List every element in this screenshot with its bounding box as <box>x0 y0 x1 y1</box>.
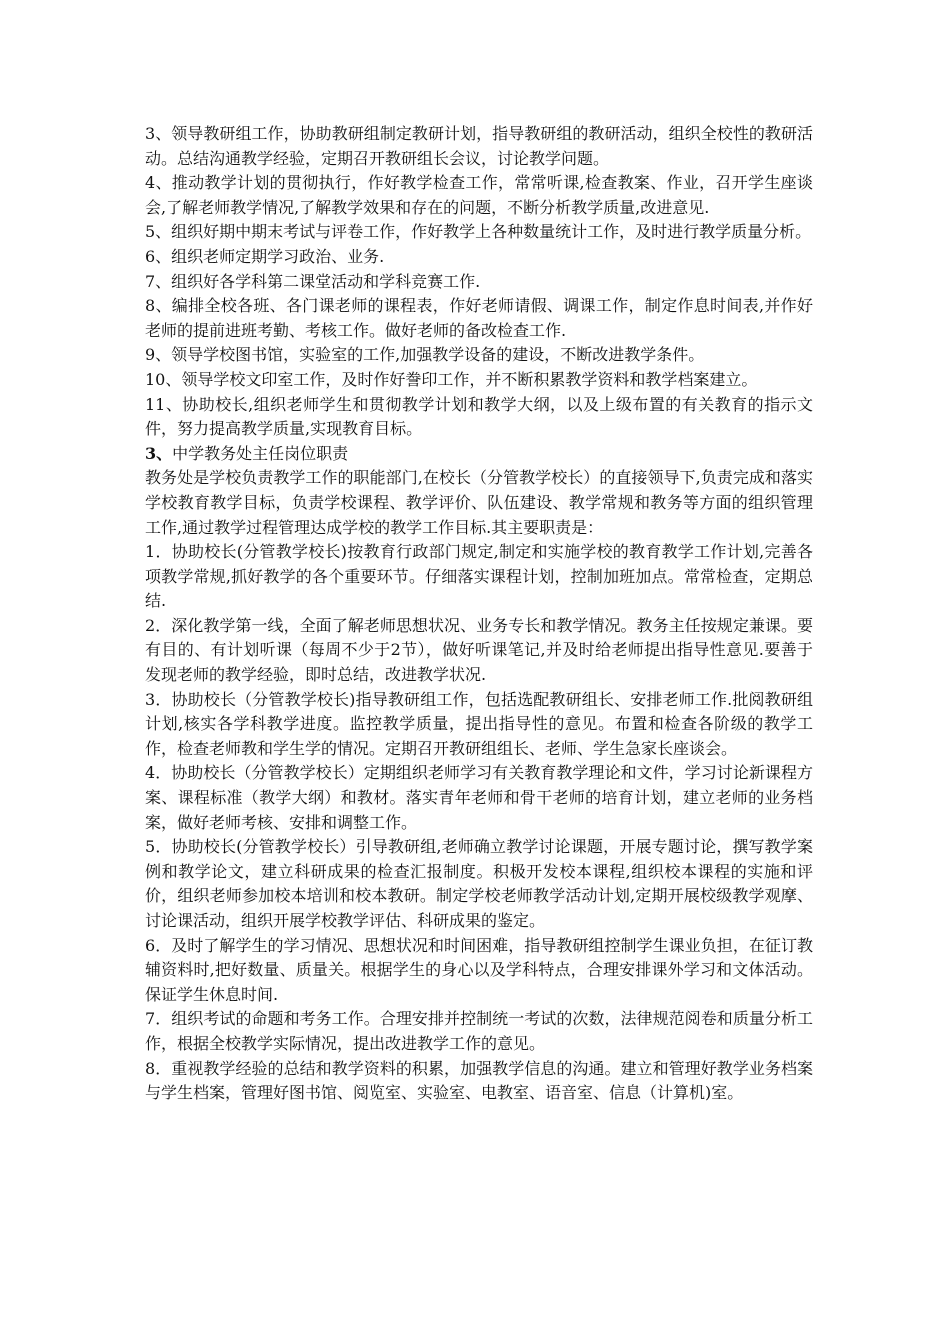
document-page <box>145 122 813 1106</box>
duty-item-10: 10、领导学校文印室工作，及时作好誊印工作，并不断积累教学资料和教学档案建立。 <box>145 369 758 389</box>
responsibility-item-4: 4．协助校长（分管教学校长）定期组织老师学习有关教育教学理论和文件，学习讨论新课程方案、课程标准（教学大纲）和教材。落实青年老师和骨干老师的培育计划，建立老师的业务档案，做好老师考核、安排和调整工作。 <box>145 763 813 832</box>
responsibility-item-8: 8．重视教学经验的总结和教学资料的积累，加强教学信息的沟通。建立和管理好教学业务档案与学生档案，管理好图书馆、阅览室、实验室、电教室、语音室、信息（计算机)室。 <box>145 1058 813 1103</box>
responsibility-item-3: 3．协助校长（分管教学校长)指导教研组工作，包括选配教研组长、安排老师工作.批阅教研组计划,核实各学科教学进度。监控教学质量，提出指导性的意见。布置和检查各阶级的教学工作，检查老师教和学生学的情况。定期召开教研组组长、老师、学生急家长座谈会。 <box>145 689 813 758</box>
responsibility-item-2: 2．深化教学第一线，全面了解老师思想状况、业务专长和教学情况。教务主任按规定兼课。要有目的、有计划听课（每周不少于2节），做好听课笔记,并及时给老师提出指导性意见.要善于发现老师的教学经验，即时总结，改进教学状况. <box>145 615 813 685</box>
responsibility-item-6: 6．及时了解学生的学习情况、思想状况和时间困难，指导教研组控制学生课业负担，在征订教辅资料时,把好数量、质量关。根据学生的身心以及学科特点，合理安排课外学习和文体活动。保证学生休息时间. <box>145 935 813 1004</box>
section-heading-text: 中学教务处主任岗位职责 <box>172 443 349 463</box>
duty-item-8: 8、编排全校各班、各门课老师的课程表，作好老师请假、调课工作，制定作息时间表,并作好老师的提前进班考勤、考核工作。做好老师的备改检查工作. <box>145 296 813 340</box>
responsibility-item-7: 7．组织考试的命题和考务工作。合理安排并控制统一考试的次数，法律规范阅卷和质量分析工作，根据全校教学实际情况，提出改进教学工作的意见。 <box>145 1009 813 1053</box>
section-heading-number: 3、 <box>145 443 173 463</box>
duty-item-9: 9、领导学校图书馆，实验室的工作,加强教学设备的建设，不断改进教学条件。 <box>145 345 705 365</box>
duty-item-5: 5、组织好期中期末考试与评卷工作，作好教学上各种数量统计工作，及时进行教学质量分析。 <box>145 222 812 242</box>
duty-item-11: 11、协助校长,组织老师学生和贯彻教学计划和教学大纲，以及上级布置的有关教育的指示文件，努力提高教学质量,实现教育目标。 <box>145 394 813 439</box>
responsibility-item-1: 1．协助校长(分管教学校长)按教育行政部门规定,制定和实施学校的教育教学工作计划,完善各项教学常规,抓好教学的各个重要环节。仔细落实课程计划，控制加班加点。常常检查，定期总结. <box>145 542 813 611</box>
duty-item-4: 4、推动教学计划的贯彻执行，作好教学检查工作，常常听课,检查教案、作业，召开学生座谈会,了解老师教学情况,了解教学效果和存在的问题，不断分析教学质量,改进意见. <box>145 173 813 217</box>
duty-item-3: 3、领导教研组工作，协助教研组制定教研计划，指导教研组的教研活动，组织全校性的教研活动。总结沟通教学经验，定期召开教研组长会议，讨论教学问题。 <box>145 124 813 168</box>
responsibility-item-5: 5．协助校长(分管教学校长）引导教研组,老师确立教学讨论课题，开展专题讨论，撰写教学案例和教学论文，建立科研成果的检查汇报制度。积极开发校本课程,组织校本课程的实施和评价，组织老师参加校本培训和校本教研。制定学校老师教学活动计划,定期开展校级教学观摩、讨论课活动，组织开展学校教学评估、科研成果的鉴定。 <box>145 837 813 930</box>
section-heading <box>145 442 813 467</box>
section-intro: 教务处是学校负责教学工作的职能部门,在校长（分管教学校长）的直接领导下,负责完成和落实学校教育教学目标，负责学校课程、教学评价、队伍建设、教学常规和教务等方面的组织管理工作,通过教学过程管理达成学校的教学工作目标.其主要职责是： <box>145 468 813 537</box>
duty-item-6: 6、组织老师定期学习政治、业务. <box>145 246 385 266</box>
duty-item-7: 7、组织好各学科第二课堂活动和学科竞赛工作. <box>145 271 481 291</box>
